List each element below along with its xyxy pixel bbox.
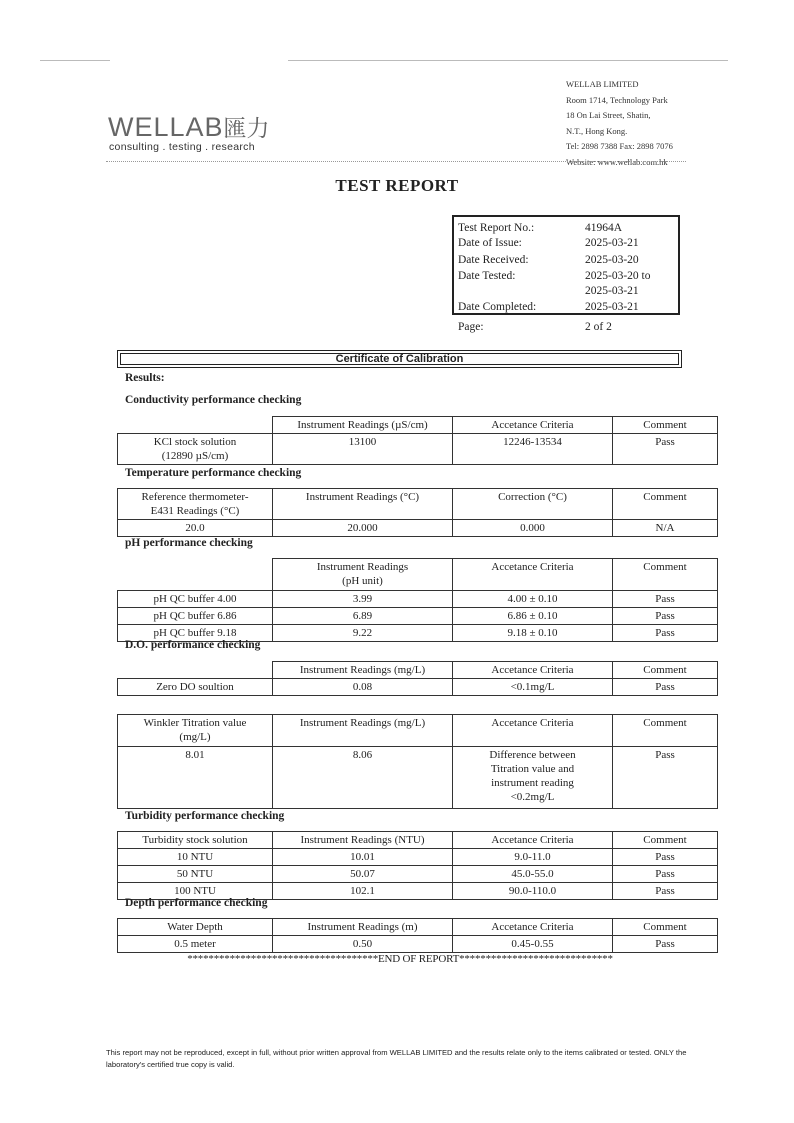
address-line: N.T., Hong Kong. — [566, 125, 628, 136]
table-header: Correction (°C) — [453, 489, 613, 520]
temperature-title: Temperature performance checking — [125, 467, 302, 479]
ph-title: pH performance checking — [125, 537, 253, 549]
table-header: Accetance Criteria — [453, 919, 613, 936]
table-cell: 20.0 — [118, 520, 273, 537]
table-header: Comment — [613, 715, 718, 747]
logo-text: WELLAB — [108, 112, 224, 142]
company-address — [566, 77, 673, 170]
temperature-table — [117, 488, 718, 537]
table-cell: pH QC buffer 9.18 — [118, 625, 273, 642]
table-cell: N/A — [613, 520, 718, 537]
end-of-report: ************************************END OF REPORT***************************** — [187, 953, 613, 965]
table-cell: 0.08 — [273, 679, 453, 696]
table-cell: 4.00 ± 0.10 — [453, 591, 613, 608]
info-key: Date Received: — [458, 254, 529, 266]
table-cell: 0.45-0.55 — [453, 936, 613, 953]
top-rule — [40, 60, 110, 61]
certificate-banner — [117, 350, 682, 368]
table-cell: 50 NTU — [118, 866, 273, 883]
table-header: Accetance Criteria — [453, 832, 613, 849]
table-cell: Pass — [613, 591, 718, 608]
conductivity-table — [117, 416, 718, 465]
info-key: Test Report No.: — [458, 222, 535, 234]
info-value: 2025-03-21 — [585, 285, 639, 297]
info-value: 2 of 2 — [585, 321, 612, 333]
table-cell: Pass — [613, 936, 718, 953]
table-header: Winkler Titration value (mg/L) — [118, 715, 273, 747]
footer-disclaimer: This report may not be reproduced, except in full, without prior written approval from WELLAB LIMITED and the results relate only to the items calibrated or tested. ONLY the laboratory's certified true copy is valid. — [106, 1048, 687, 1069]
depth-title: Depth performance checking — [125, 897, 268, 909]
table-header: Comment — [613, 919, 718, 936]
table-header: Accetance Criteria — [453, 417, 613, 434]
table-cell: pH QC buffer 4.00 — [118, 591, 273, 608]
table-cell: 6.89 — [273, 608, 453, 625]
table-cell: 8.01 — [118, 747, 273, 809]
table-cell: Pass — [613, 866, 718, 883]
table-cell — [118, 662, 273, 679]
table-cell: Pass — [613, 747, 718, 809]
turbidity-title: Turbidity performance checking — [125, 810, 285, 822]
table-cell: pH QC buffer 6.86 — [118, 608, 273, 625]
table-header: Accetance Criteria — [453, 715, 613, 747]
ph-table — [117, 558, 718, 642]
table-header: Accetance Criteria — [453, 662, 613, 679]
table-cell: 8.06 — [273, 747, 453, 809]
table-cell: <0.1mg/L — [453, 679, 613, 696]
table-header: Instrument Readings (pH unit) — [273, 559, 453, 591]
top-rule — [288, 60, 728, 61]
table-header: Reference thermometer- E431 Readings (°C) — [118, 489, 273, 520]
info-value: 2025-03-21 — [585, 301, 639, 313]
table-header: Comment — [613, 417, 718, 434]
table-cell: 102.1 — [273, 883, 453, 900]
winkler-table — [117, 714, 718, 809]
table-header: Turbidity stock solution — [118, 832, 273, 849]
table-cell: 0.50 — [273, 936, 453, 953]
table-cell — [118, 417, 273, 434]
table-header: Instrument Readings (NTU) — [273, 832, 453, 849]
do-title: D.O. performance checking — [125, 639, 261, 651]
info-key: Page: — [458, 321, 484, 333]
address-line: Tel: 2898 7388 Fax: 2898 7076 — [566, 141, 673, 151]
results-label: Results: — [125, 372, 165, 384]
table-header: Water Depth — [118, 919, 273, 936]
certificate-title: Certificate of Calibration — [335, 353, 464, 365]
table-header: Instrument Readings (°C) — [273, 489, 453, 520]
table-cell — [118, 559, 273, 591]
table-cell: 100 NTU — [118, 883, 273, 900]
address-line: 18 On Lai Street, Shatin, — [566, 110, 651, 120]
company-tagline: consulting . testing . research — [109, 141, 255, 153]
address-line: WELLAB LIMITED — [566, 79, 639, 89]
table-header: Instrument Readings (µS/cm) — [273, 417, 453, 434]
table-cell: 6.86 ± 0.10 — [453, 608, 613, 625]
table-header: Instrument Readings (mg/L) — [273, 715, 453, 747]
table-header: Comment — [613, 559, 718, 591]
info-value: 2025-03-21 — [585, 237, 639, 249]
info-value: 2025-03-20 to — [585, 270, 651, 282]
table-cell: Difference between Titration value and instrument reading <0.2mg/L — [453, 747, 613, 809]
table-cell: 45.0-55.0 — [453, 866, 613, 883]
table-header: Accetance Criteria — [453, 559, 613, 591]
table-cell: Pass — [613, 679, 718, 696]
table-cell: 0.000 — [453, 520, 613, 537]
table-cell: 20.000 — [273, 520, 453, 537]
turbidity-table — [117, 831, 718, 900]
table-cell: 0.5 meter — [118, 936, 273, 953]
company-logo — [108, 110, 270, 143]
table-cell: 9.0-11.0 — [453, 849, 613, 866]
table-header: Instrument Readings (mg/L) — [273, 662, 453, 679]
table-cell: Pass — [613, 608, 718, 625]
info-key: Date Tested: — [458, 270, 516, 282]
table-cell: 10.01 — [273, 849, 453, 866]
conductivity-title: Conductivity performance checking — [125, 394, 302, 406]
header-divider — [106, 161, 686, 162]
table-cell: 3.99 — [273, 591, 453, 608]
table-cell: 9.18 ± 0.10 — [453, 625, 613, 642]
table-cell: Zero DO soultion — [118, 679, 273, 696]
info-value: 41964A — [585, 222, 623, 234]
table-cell: 50.07 — [273, 866, 453, 883]
info-key: Date Completed: — [458, 301, 537, 313]
logo-cjk-text: 匯力 — [223, 115, 270, 141]
table-header: Comment — [613, 489, 718, 520]
table-cell: Pass — [613, 883, 718, 900]
table-cell: Pass — [613, 625, 718, 642]
table-header: Comment — [613, 832, 718, 849]
table-cell: 9.22 — [273, 625, 453, 642]
do-table — [117, 661, 718, 696]
address-line: Room 1714, Technology Park — [566, 94, 668, 105]
info-value: 2025-03-20 — [585, 254, 639, 266]
table-cell: 13100 — [273, 434, 453, 465]
depth-table — [117, 918, 718, 953]
table-cell: Pass — [613, 849, 718, 866]
table-header: Instrument Readings (m) — [273, 919, 453, 936]
report-title: TEST REPORT — [335, 176, 459, 195]
table-cell: KCl stock solution (12890 µS/cm) — [118, 434, 273, 465]
table-header: Comment — [613, 662, 718, 679]
address-line: Website: www.wellab.com.hk — [566, 156, 668, 167]
table-cell: 10 NTU — [118, 849, 273, 866]
table-cell: Pass — [613, 434, 718, 465]
info-key: Date of Issue: — [458, 237, 522, 249]
table-cell: 90.0-110.0 — [453, 883, 613, 900]
table-cell: 12246-13534 — [453, 434, 613, 465]
